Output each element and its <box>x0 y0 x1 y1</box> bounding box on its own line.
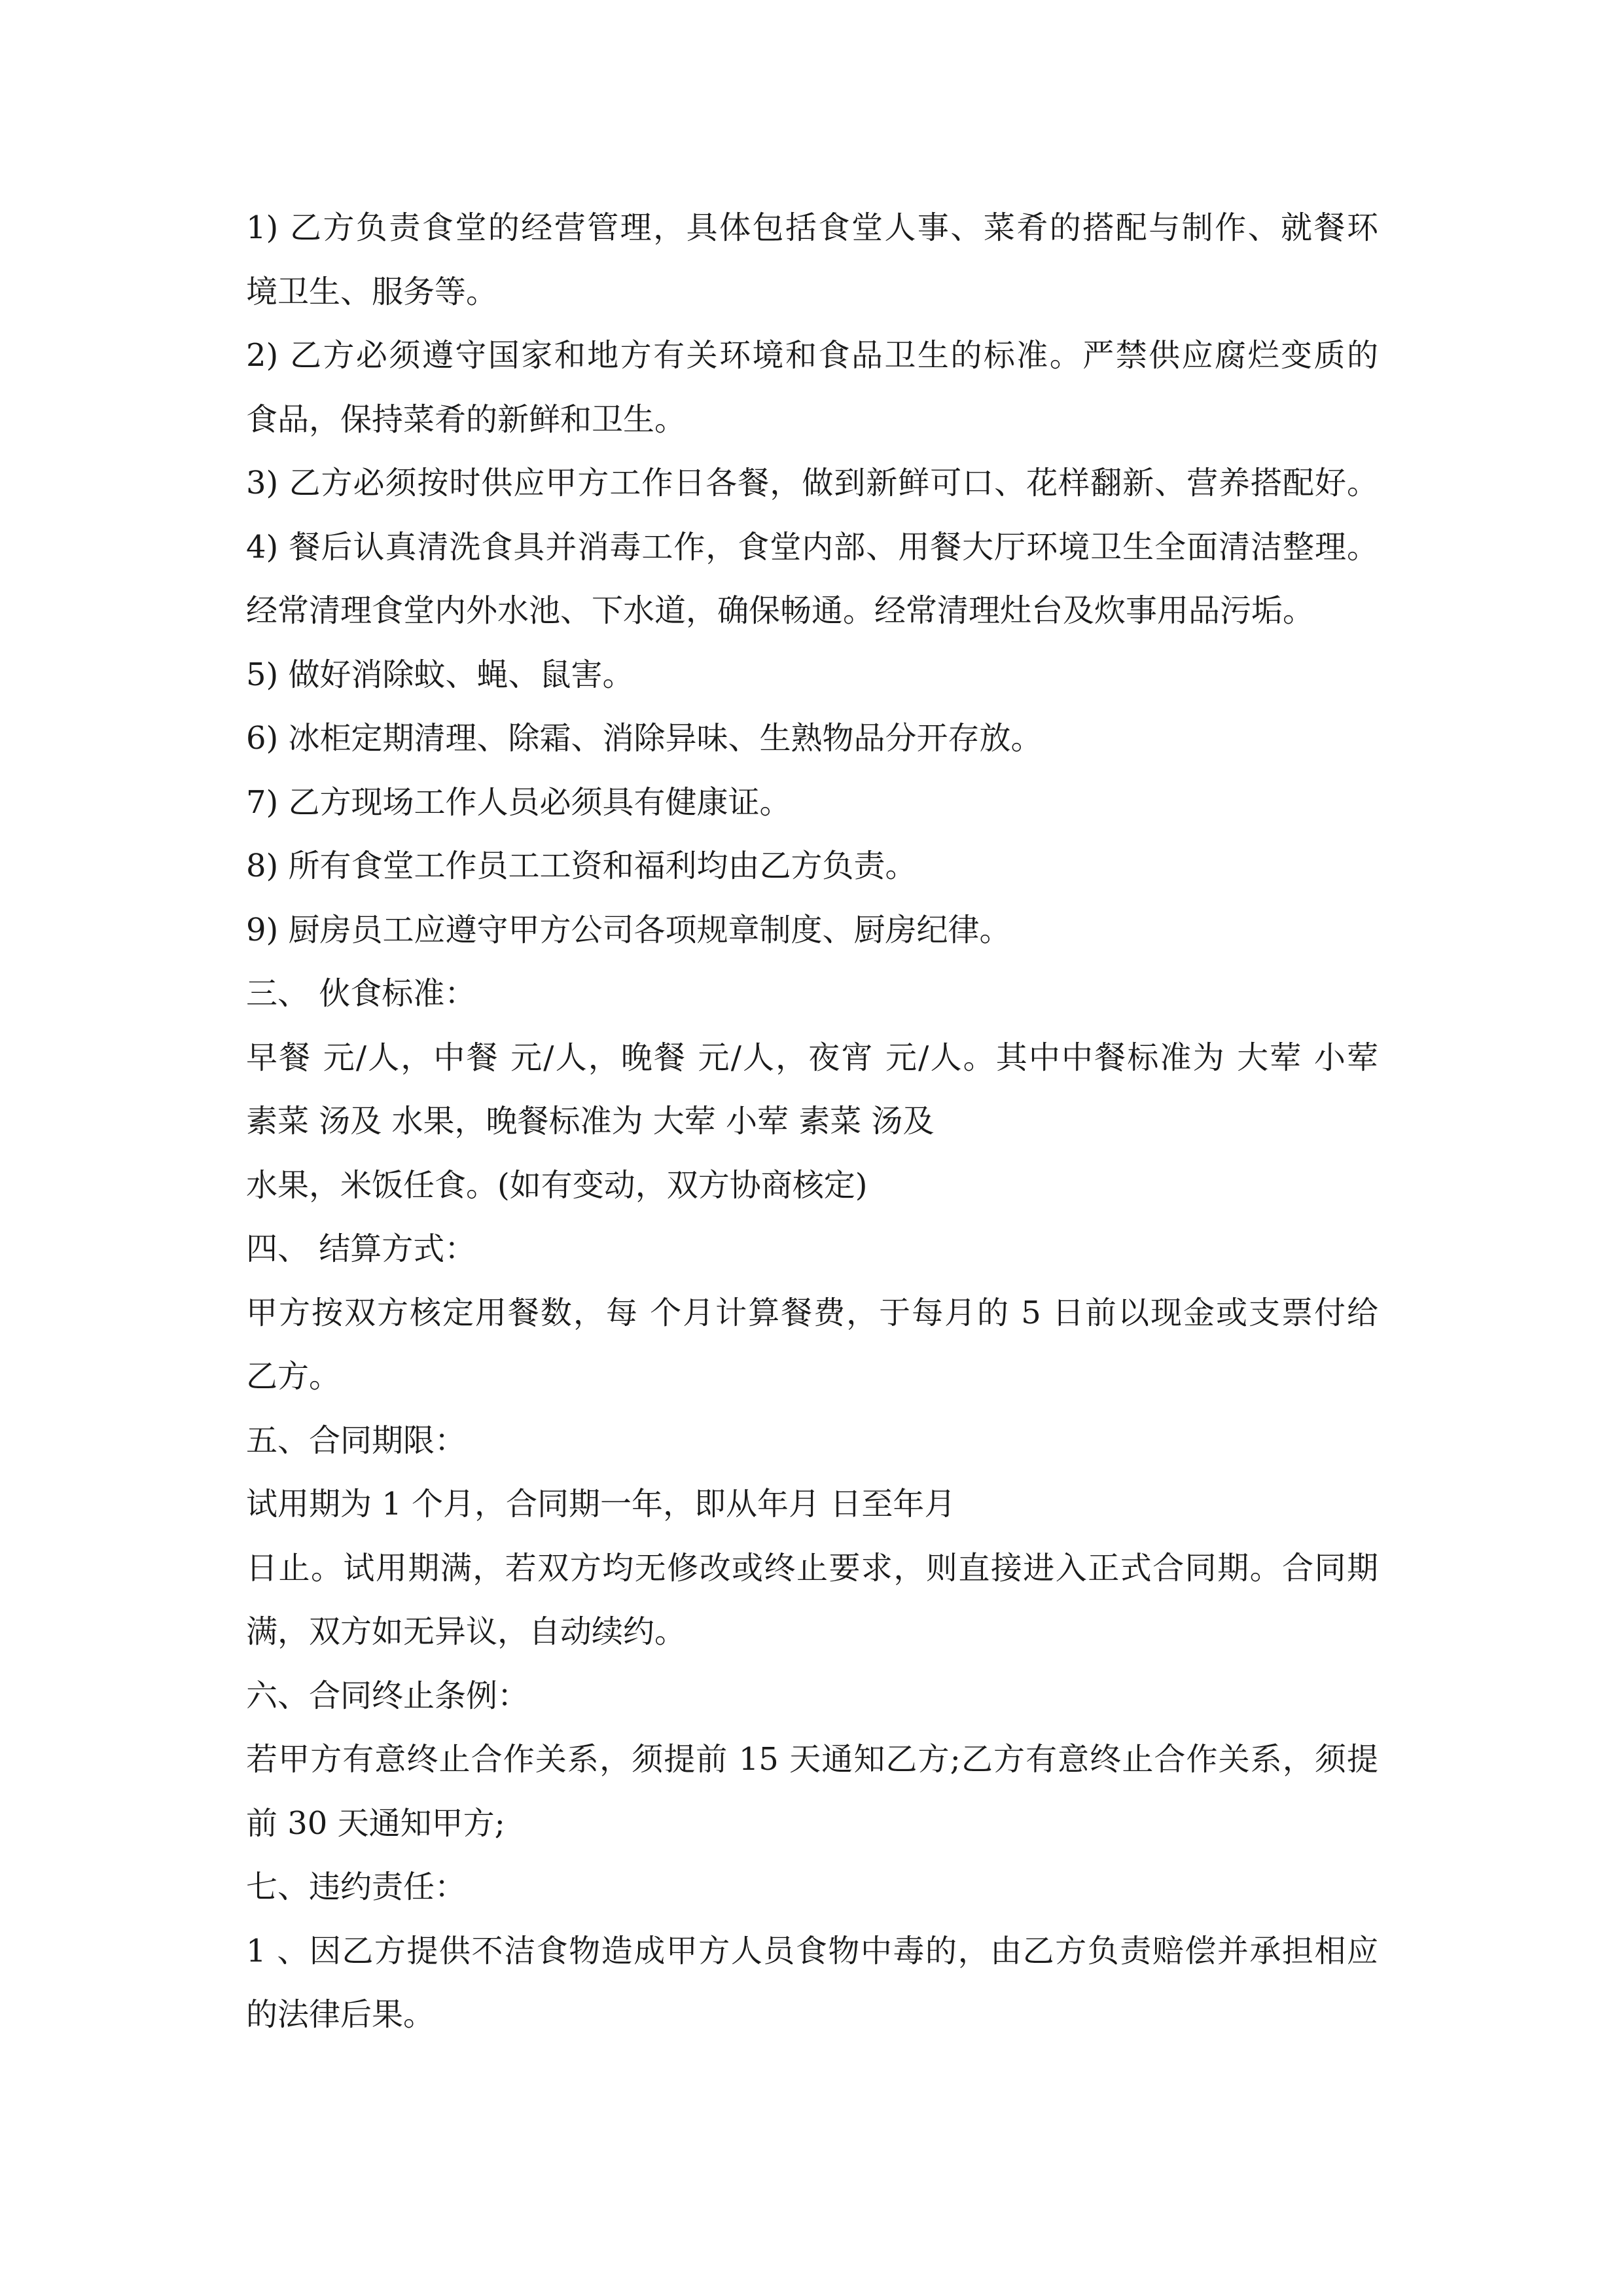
text-line: 3) 乙方必须按时供应甲方工作日各餐，做到新鲜可口、花样翻新、营养搭配好。 <box>246 465 1378 501</box>
text-line: 素菜 汤及 水果，晚餐标准为 大荤 小荤 素菜 汤及 <box>246 1103 935 1139</box>
text-line: 1 、因乙方提供不洁食物造成甲方人员食物中毒的，由乙方负责赔偿并承担相应 <box>246 1932 1378 1969</box>
text-line: 8) 所有食堂工作员工工资和福利均由乙方负责。 <box>246 848 917 884</box>
text-line: 乙方。 <box>246 1358 341 1395</box>
section-heading: 六、合同终止条例： <box>246 1677 529 1714</box>
section-heading: 五、合同期限： <box>246 1422 467 1459</box>
text-line: 2) 乙方必须遵守国家和地方有关环境和食品卫生的标准。严禁供应腐烂变质的 <box>246 337 1378 374</box>
text-line: 水果，米饭任食。(如有变动，双方协商核定) <box>246 1166 868 1204</box>
text-line: 9) 厨房员工应遵守甲方公司各项规章制度、厨房纪律。 <box>246 911 1011 948</box>
text-line: 若甲方有意终止合作关系，须提前 15 天通知乙方;乙方有意终止合作关系，须提 <box>246 1741 1378 1778</box>
text-line: 食品，保持菜肴的新鲜和卫生。 <box>246 401 687 438</box>
text-line: 境卫生、服务等。 <box>246 273 498 310</box>
text-line: 甲方按双方核定用餐数，每 个月计算餐费，于每月的 5 日前以现金或支票付给 <box>246 1294 1378 1331</box>
text-line: 早餐 元/人，中餐 元/人，晚餐 元/人，夜宵 元/人。其中中餐标准为 大荤 小荤 <box>246 1039 1378 1076</box>
text-line: 4) 餐后认真清洗食具并消毒工作，食堂内部、用餐大厅环境卫生全面清洁整理。 <box>246 528 1378 565</box>
text-line: 试用期为 1 个月，合同期一年，即从年月 日至年月 <box>246 1486 956 1522</box>
text-line: 前 30 天通知甲方; <box>246 1804 505 1842</box>
section-heading: 三、 伙食标准： <box>246 975 476 1012</box>
text-line: 经常清理食堂内外水池、下水道，确保畅通。经常清理灶台及炊事用品污垢。 <box>246 592 1315 629</box>
text-line: 5) 做好消除蚊、蝇、鼠害。 <box>246 656 634 693</box>
section-heading: 七、违约责任： <box>246 1869 467 1905</box>
text-line: 6) 冰柜定期清理、除霜、消除异味、生熟物品分开存放。 <box>246 720 1043 757</box>
text-line: 1) 乙方负责食堂的经营管理，具体包括食堂人事、菜肴的搭配与制作、就餐环 <box>246 209 1378 246</box>
section-heading: 四、 结算方式： <box>246 1230 476 1267</box>
document-body <box>246 196 1378 2047</box>
text-line: 的法律后果。 <box>246 1996 435 2033</box>
text-line: 日止。试用期满，若双方均无修改或终止要求，则直接进入正式合同期。合同期 <box>246 1549 1378 1587</box>
text-line: 满，双方如无异议，自动续约。 <box>246 1613 687 1650</box>
text-line: 7) 乙方现场工作人员必须具有健康证。 <box>246 783 791 821</box>
